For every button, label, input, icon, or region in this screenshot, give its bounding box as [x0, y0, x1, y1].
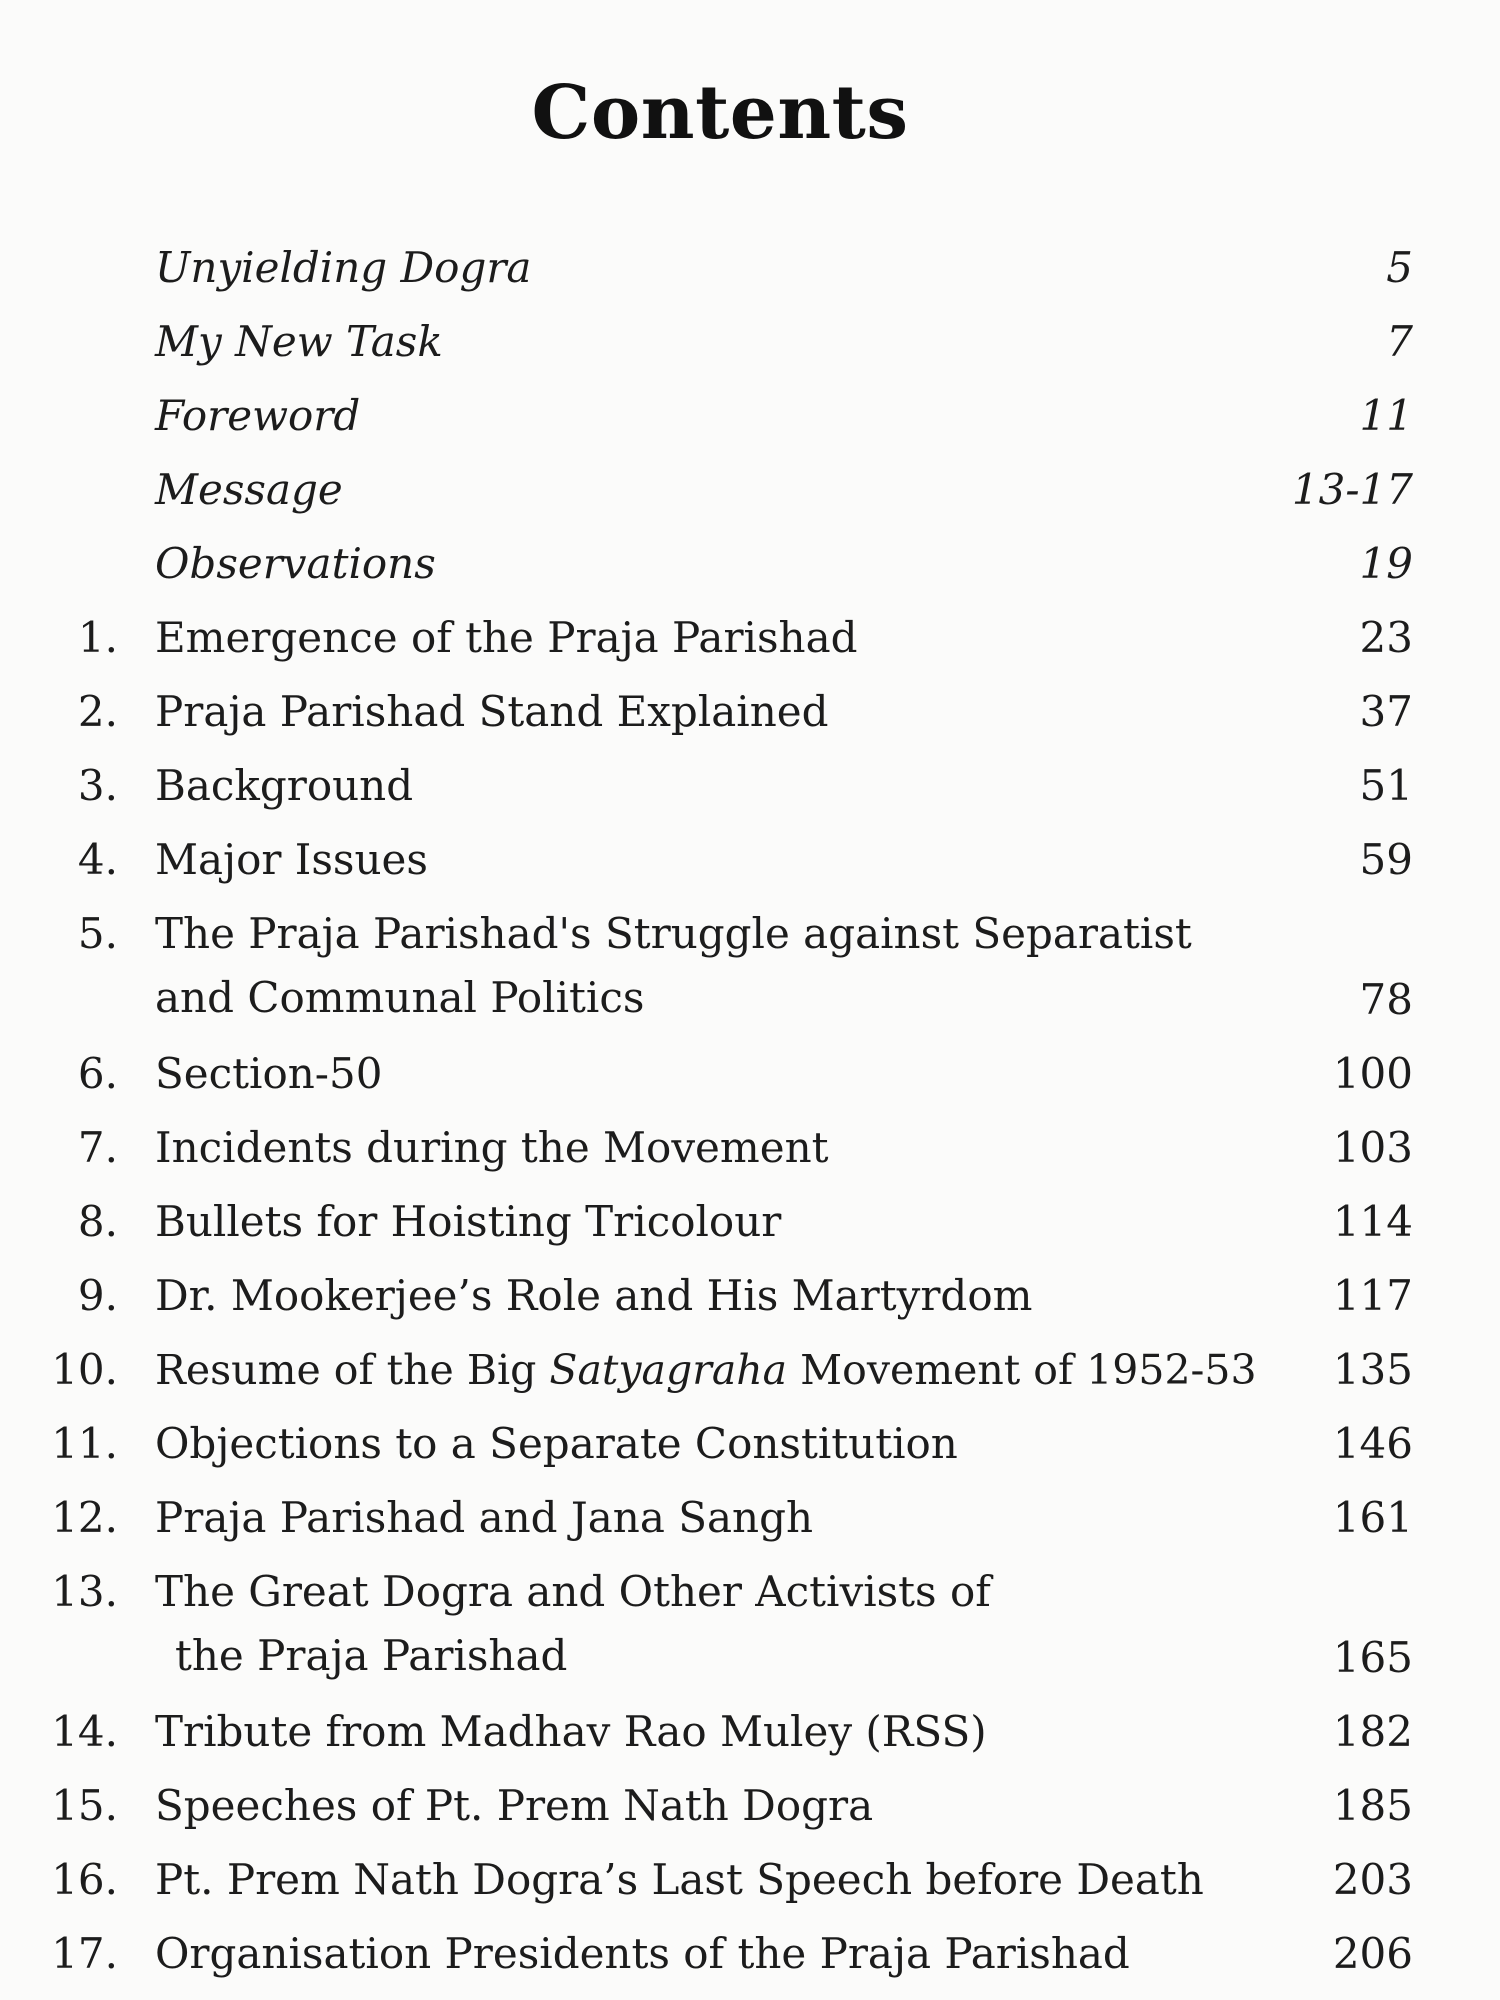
- chapter-number: 6.: [77, 1049, 118, 1098]
- entry-page-number: 103: [1332, 1123, 1413, 1172]
- entry-page-number: 161: [1332, 1493, 1413, 1542]
- entry-label-line-2: the Praja Parishad: [175, 1631, 568, 1680]
- entry-label: [155, 1347, 1257, 1393]
- chapter-number: 16.: [51, 1855, 118, 1904]
- chapter-number: 1.: [77, 613, 118, 662]
- entry-label-line-1: The Praja Parishad's Struggle against Separatist: [155, 909, 1192, 958]
- entry-label: Dr. Mookerjee’s Role and His Martyrdom: [155, 1271, 1033, 1320]
- entry-label: Message: [155, 465, 343, 514]
- entry-page-number: 37: [1359, 687, 1413, 736]
- entry-page-number: 206: [1332, 1929, 1413, 1978]
- chapter-number: 9.: [77, 1271, 118, 1320]
- page-title: Contents: [531, 70, 909, 156]
- chapter-number: 10.: [51, 1345, 118, 1394]
- entry-label: Speeches of Pt. Prem Nath Dogra: [155, 1781, 874, 1830]
- entry-label: Objections to a Separate Constitution: [155, 1419, 958, 1468]
- chapter-number: 4.: [77, 835, 118, 884]
- chapter-number: 7.: [77, 1123, 118, 1172]
- entry-page-number: 5: [1386, 243, 1413, 292]
- entry-label: Tribute from Madhav Rao Muley (RSS): [155, 1707, 987, 1756]
- entry-label-line-1: The Great Dogra and Other Activists of: [155, 1567, 991, 1616]
- entry-page-number: 23: [1359, 613, 1413, 662]
- entry-page-number: 146: [1332, 1419, 1413, 1468]
- chapter-number: 13.: [51, 1567, 118, 1616]
- entry-label: Foreword: [155, 391, 361, 440]
- entry-page-number: 100: [1332, 1049, 1413, 1098]
- entry-page-number: 51: [1359, 761, 1413, 810]
- chapter-number: 17.: [51, 1929, 118, 1978]
- entry-label: Observations: [155, 539, 436, 588]
- entry-page-number: 114: [1332, 1197, 1413, 1246]
- entry-label-pre: Resume of the Big: [155, 1346, 550, 1394]
- entry-label-line-2: and Communal Politics: [155, 973, 645, 1022]
- entry-label-two-line: [155, 911, 1192, 1021]
- entry-label: Incidents during the Movement: [155, 1123, 829, 1172]
- entry-label: My New Task: [155, 317, 443, 366]
- chapter-number: 5.: [77, 909, 118, 958]
- entry-label: Major Issues: [155, 835, 428, 884]
- entry-label-italic: Satyagraha: [549, 1346, 788, 1394]
- chapter-number: 14.: [51, 1707, 118, 1756]
- entry-page-number: 117: [1332, 1271, 1413, 1320]
- chapter-number: 3.: [77, 761, 118, 810]
- entry-page-number: 11: [1359, 391, 1413, 440]
- entry-page-number: 165: [1332, 1633, 1413, 1682]
- entry-page-number: 182: [1332, 1707, 1413, 1756]
- entry-page-number: 185: [1332, 1781, 1413, 1830]
- entry-label: Organisation Presidents of the Praja Parishad: [155, 1929, 1130, 1978]
- entry-page-number: 13-17: [1291, 465, 1413, 514]
- chapter-number: 2.: [77, 687, 118, 736]
- chapter-number: 15.: [51, 1781, 118, 1830]
- entry-label: Praja Parishad Stand Explained: [155, 687, 829, 736]
- entry-label: Emergence of the Praja Parishad: [155, 613, 858, 662]
- entry-page-number: 78: [1359, 975, 1413, 1024]
- entry-label-two-line: [155, 1569, 991, 1679]
- entry-page-number: 203: [1332, 1855, 1413, 1904]
- entry-page-number: 135: [1332, 1345, 1413, 1394]
- chapter-number: 11.: [51, 1419, 118, 1468]
- entry-page-number: 59: [1359, 835, 1413, 884]
- entry-label: Unyielding Dogra: [155, 243, 532, 292]
- entry-label: Praja Parishad and Jana Sangh: [155, 1493, 814, 1542]
- entry-label: Section-50: [155, 1049, 383, 1098]
- chapter-number: 12.: [51, 1493, 118, 1542]
- entry-label: Bullets for Hoisting Tricolour: [155, 1197, 782, 1246]
- entry-page-number: 19: [1359, 539, 1413, 588]
- chapter-number: 8.: [77, 1197, 118, 1246]
- entry-label: Background: [155, 761, 414, 810]
- entry-label-post: Movement of 1952-53: [787, 1346, 1257, 1394]
- entry-label: Pt. Prem Nath Dogra’s Last Speech before Death: [155, 1855, 1204, 1904]
- entry-page-number: 7: [1386, 317, 1413, 366]
